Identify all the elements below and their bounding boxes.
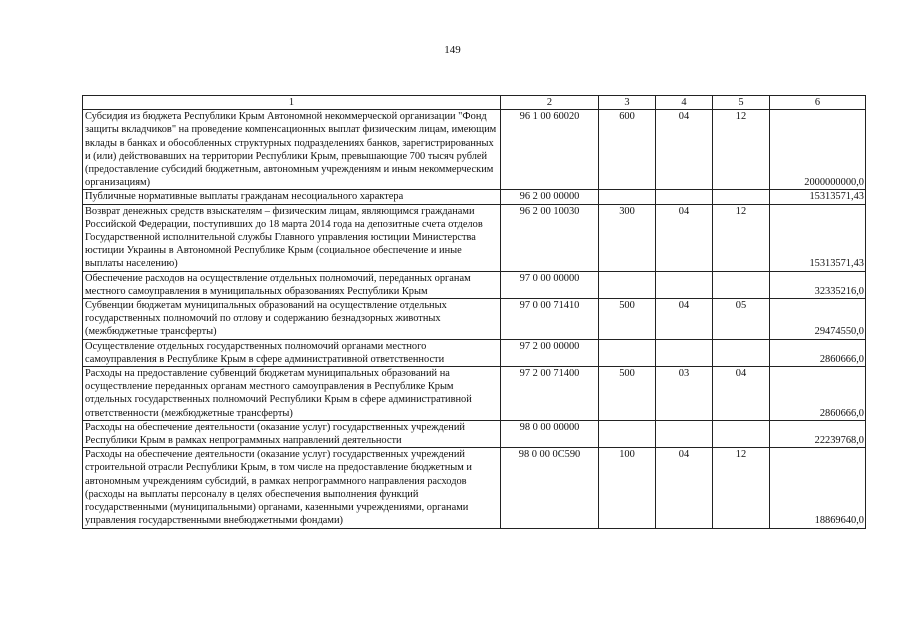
row-name-cell: Обеспечение расходов на осуществление отдельных полномочий, переданных органам местного самоуправления в муниципальных образованиях Республики Крым	[83, 271, 501, 298]
column-header-2: 2	[501, 96, 599, 110]
section-code-cell: 04	[656, 110, 713, 190]
amount-cell: 2860666,0	[770, 339, 866, 366]
table-header-row	[83, 96, 866, 110]
expense-type-code-cell	[599, 420, 656, 447]
subsection-code-cell	[713, 339, 770, 366]
row-name-cell: Расходы на обеспечение деятельности (оказание услуг) государственных учреждений строительной отрасли Республики Крым, в том числе на предоставление бюджетным и автономным учреждениям субсидий, в рамках непрограммного направления расходов (расходы на выплаты персоналу в целях обеспечения выполнения функций государственными (муниципальными) органами, казенными учреждениями, органами управления государственными внебюджетными фондами)	[83, 448, 501, 528]
table-row	[83, 448, 866, 528]
section-code-cell	[656, 190, 713, 204]
amount-cell: 18869640,0	[770, 448, 866, 528]
table-row	[83, 420, 866, 447]
subsection-code-cell	[713, 190, 770, 204]
row-name-cell: Субвенции бюджетам муниципальных образований на осуществление отдельных государственных полномочий по отлову и содержанию безнадзорных животных (межбюджетные трансферты)	[83, 299, 501, 340]
table-row	[83, 271, 866, 298]
amount-cell: 22239768,0	[770, 420, 866, 447]
row-name-cell: Возврат денежных средств взыскателям – физическим лицам, являющимся гражданами Российской Федерации, поступивших до 18 марта 2014 года на депозитные счета отделов Государственной исполнительной службы Главного управления юстиции Министерства юстиции Украины в Автономной Республике Крым (социальное обеспечение и иные выплаты населению)	[83, 204, 501, 271]
expense-type-code-cell: 100	[599, 448, 656, 528]
section-code-cell: 04	[656, 204, 713, 271]
row-name-cell: Расходы на предоставление субвенций бюджетам муниципальных образований на осуществление переданных органам местного самоуправления в Республике Крым отдельных государственных полномочий Республики Крым в сфере административной ответственности (межбюджетные трансферты)	[83, 367, 501, 421]
target-article-code-cell: 96 2 00 10030	[501, 204, 599, 271]
expense-type-code-cell: 500	[599, 299, 656, 340]
column-header-3: 3	[599, 96, 656, 110]
row-name-cell: Публичные нормативные выплаты гражданам несоциального характера	[83, 190, 501, 204]
section-code-cell	[656, 339, 713, 366]
target-article-code-cell: 96 1 00 60020	[501, 110, 599, 190]
page-number: 149	[444, 44, 461, 56]
row-name-cell: Осуществление отдельных государственных полномочий органами местного самоуправления в Республике Крым в сфере административной ответственности	[83, 339, 501, 366]
target-article-code-cell: 97 0 00 71410	[501, 299, 599, 340]
amount-cell: 29474550,0	[770, 299, 866, 340]
section-code-cell: 04	[656, 299, 713, 340]
expense-type-code-cell: 600	[599, 110, 656, 190]
target-article-code-cell: 97 2 00 00000	[501, 339, 599, 366]
column-header-1: 1	[83, 96, 501, 110]
subsection-code-cell: 12	[713, 448, 770, 528]
column-header-4: 4	[656, 96, 713, 110]
row-name-cell: Расходы на обеспечение деятельности (оказание услуг) государственных учреждений Республики Крым в рамках непрограммных направлений деятельности	[83, 420, 501, 447]
subsection-code-cell: 12	[713, 204, 770, 271]
section-code-cell	[656, 420, 713, 447]
expense-type-code-cell	[599, 339, 656, 366]
target-article-code-cell: 97 2 00 71400	[501, 367, 599, 421]
amount-cell: 2860666,0	[770, 367, 866, 421]
expense-type-code-cell	[599, 190, 656, 204]
column-header-6: 6	[770, 96, 866, 110]
expense-type-code-cell: 300	[599, 204, 656, 271]
section-code-cell: 04	[656, 448, 713, 528]
table-row	[83, 339, 866, 366]
table-row	[83, 299, 866, 340]
expense-type-code-cell	[599, 271, 656, 298]
amount-cell: 15313571,43	[770, 204, 866, 271]
target-article-code-cell: 98 0 00 0С590	[501, 448, 599, 528]
section-code-cell: 03	[656, 367, 713, 421]
row-name-cell: Субсидия из бюджета Республики Крым Автономной некоммерческой организации "Фонд защиты вкладчиков" на проведение компенсационных выплат физическим лицам, имеющим вклады в банках и обособленных структурных подразделениях банков, зарегистрированных и (или) действовавших на территории Республики Крым, превышающие 700 тысяч рублей (предоставление субсидий бюджетным, автономным учреждениям и иным некоммерческим организациям)	[83, 110, 501, 190]
column-header-5: 5	[713, 96, 770, 110]
table-row	[83, 204, 866, 271]
table-row	[83, 190, 866, 204]
table-row	[83, 367, 866, 421]
subsection-code-cell	[713, 271, 770, 298]
target-article-code-cell: 97 0 00 00000	[501, 271, 599, 298]
amount-cell: 32335216,0	[770, 271, 866, 298]
subsection-code-cell: 04	[713, 367, 770, 421]
amount-cell: 15313571,43	[770, 190, 866, 204]
budget-table	[82, 95, 866, 529]
subsection-code-cell	[713, 420, 770, 447]
expense-type-code-cell: 500	[599, 367, 656, 421]
target-article-code-cell: 96 2 00 00000	[501, 190, 599, 204]
target-article-code-cell: 98 0 00 00000	[501, 420, 599, 447]
section-code-cell	[656, 271, 713, 298]
table-row	[83, 110, 866, 190]
subsection-code-cell: 05	[713, 299, 770, 340]
amount-cell: 2000000000,0	[770, 110, 866, 190]
subsection-code-cell: 12	[713, 110, 770, 190]
